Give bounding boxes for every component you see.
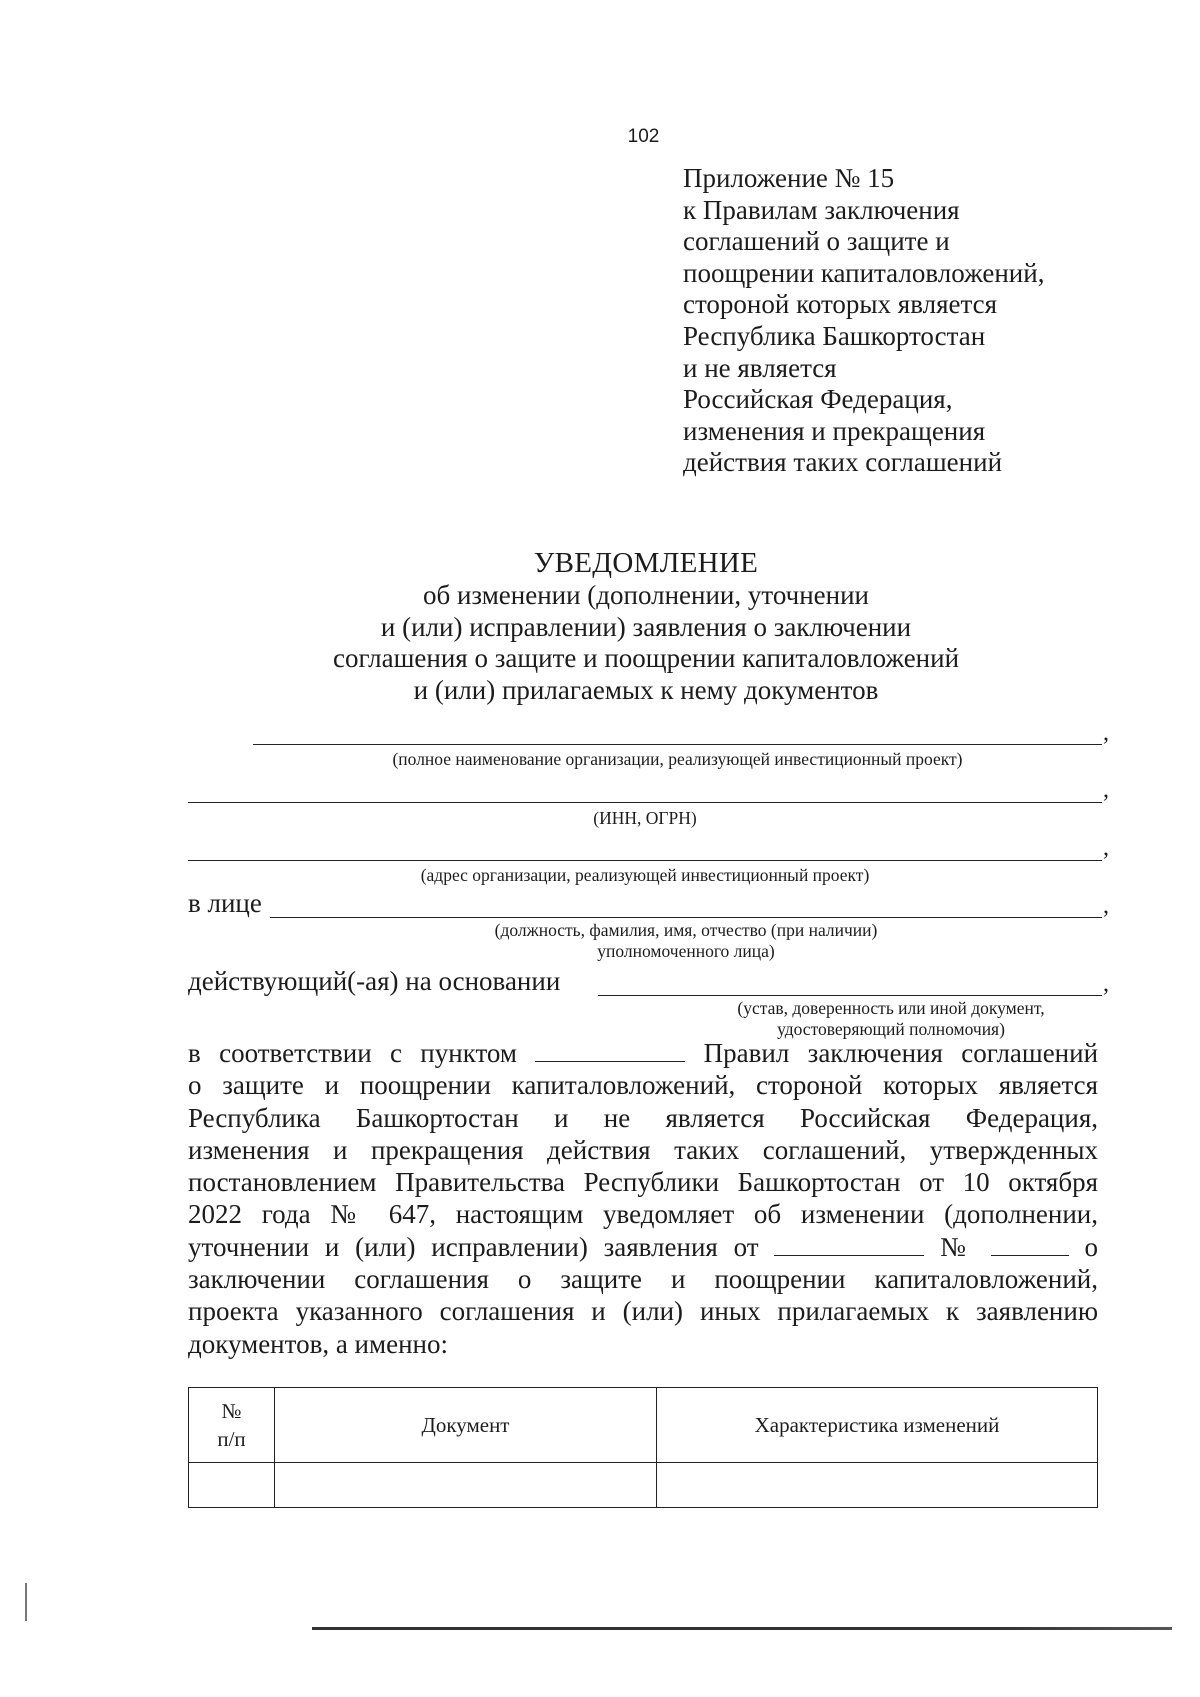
- appendix-line: Республика Башкортостан: [683, 320, 986, 351]
- document-title: [180, 548, 1112, 707]
- table-cell[interactable]: [189, 1463, 275, 1508]
- org-name-field[interactable]: [253, 718, 1102, 745]
- comma: ,: [1103, 720, 1109, 746]
- header-document: Документ: [275, 1388, 657, 1463]
- basis-document-field[interactable]: [598, 965, 1102, 996]
- appendix-line: соглашений о защите и: [683, 226, 950, 257]
- caption-line: удостоверяющий полномочия): [777, 1019, 1005, 1039]
- clause-number-field[interactable]: [535, 1039, 685, 1062]
- body-text-segment: о: [1084, 1231, 1098, 1262]
- body-line: проекта указанного соглашения и (или) иных прилагаемых к заявлению: [188, 1296, 1098, 1327]
- body-line: [188, 1037, 1098, 1069]
- table-cell[interactable]: [657, 1463, 1098, 1508]
- body-paragraph: [188, 1037, 1098, 1360]
- body-line: постановлением Правительства Республики Башкортостан от 10 октября: [188, 1167, 1098, 1198]
- body-text-segment: в соответствии с пунктом: [188, 1038, 517, 1068]
- body-line: заключении соглашения о защите и поощрении капиталовложений,: [188, 1264, 1098, 1295]
- appendix-line: к Правилам заключения: [683, 194, 960, 225]
- body-text-segment: уточнении и (или) исправлении) заявления от: [188, 1231, 759, 1262]
- header-changes: Характеристика изменений: [657, 1388, 1098, 1463]
- comma: ,: [1103, 835, 1109, 861]
- body-line: Республика Башкортостан и не является Российская Федерация,: [188, 1102, 1098, 1133]
- page-number: 102: [627, 126, 660, 147]
- application-number-field[interactable]: [991, 1233, 1069, 1256]
- header-number: [189, 1388, 275, 1463]
- appendix-line: Российская Федерация,: [683, 384, 953, 415]
- title-line: и (или) исправлении) заявления о заключении: [380, 611, 912, 642]
- appendix-line: Приложение № 15: [683, 163, 895, 193]
- comma: ,: [1103, 777, 1109, 803]
- bottom-rule: [312, 1627, 1172, 1630]
- appendix-line: действия таких соглашений: [683, 447, 1003, 478]
- appendix-reference: [683, 163, 1143, 479]
- header-number-label: п/п: [217, 1427, 246, 1451]
- title-line: об изменении (дополнении, уточнении: [422, 579, 869, 610]
- changes-table: [188, 1387, 1098, 1508]
- caption-line: (должность, фамилия, имя, отчество (при наличии): [494, 920, 878, 940]
- body-text-segment: Правил заключения соглашений: [703, 1038, 1098, 1068]
- org-name-caption: (полное наименование организации, реализующей инвестиционный проект): [392, 749, 963, 769]
- body-line: документов, а именно:: [188, 1328, 448, 1359]
- address-field[interactable]: [188, 832, 1102, 861]
- in-person-label: в лице: [188, 888, 262, 918]
- authorized-person-field[interactable]: [270, 887, 1102, 918]
- header-number-symbol: №: [221, 1399, 242, 1423]
- title-heading: УВЕДОМЛЕНИЕ: [533, 547, 759, 579]
- appendix-line: поощрении капиталовложений,: [683, 257, 1045, 288]
- address-caption: (адрес организации, реализующей инвестиционный проект): [420, 865, 870, 885]
- caption-line: уполномоченного лица): [597, 941, 775, 961]
- basis-document-caption: [680, 998, 1102, 1040]
- caption-line: (устав, доверенность или иной документ,: [737, 998, 1045, 1018]
- body-line: изменения и прекращения действия таких соглашений, утвержденных: [188, 1134, 1098, 1165]
- title-line: соглашения о защите и поощрении капиталовложений: [332, 643, 960, 674]
- authorized-person-caption: [270, 920, 1102, 962]
- table-cell[interactable]: [275, 1463, 657, 1508]
- body-text-segment: №: [940, 1231, 975, 1262]
- application-date-field[interactable]: [774, 1233, 924, 1256]
- body-line: 2022 года № 647, настоящим уведомляет об изменении (дополнении,: [188, 1199, 1098, 1230]
- appendix-line: и не является: [683, 352, 837, 383]
- scan-edge-mark: [25, 1583, 27, 1621]
- comma: ,: [1103, 893, 1109, 919]
- inn-ogrn-field[interactable]: [188, 774, 1102, 803]
- table-row: [189, 1463, 1098, 1508]
- appendix-line: изменения и прекращения: [683, 415, 986, 446]
- appendix-line: стороной которых является: [683, 289, 998, 320]
- acting-basis-label: действующий(-ая) на основании: [188, 966, 561, 996]
- comma: ,: [1103, 971, 1109, 997]
- body-line: [188, 1231, 1098, 1263]
- inn-ogrn-caption: (ИНН, ОГРН): [593, 808, 697, 828]
- table-header-row: [189, 1388, 1098, 1463]
- title-line: и (или) прилагаемых к нему документов: [413, 675, 879, 706]
- body-line: о защите и поощрении капиталовложений, стороной которых является: [188, 1070, 1098, 1101]
